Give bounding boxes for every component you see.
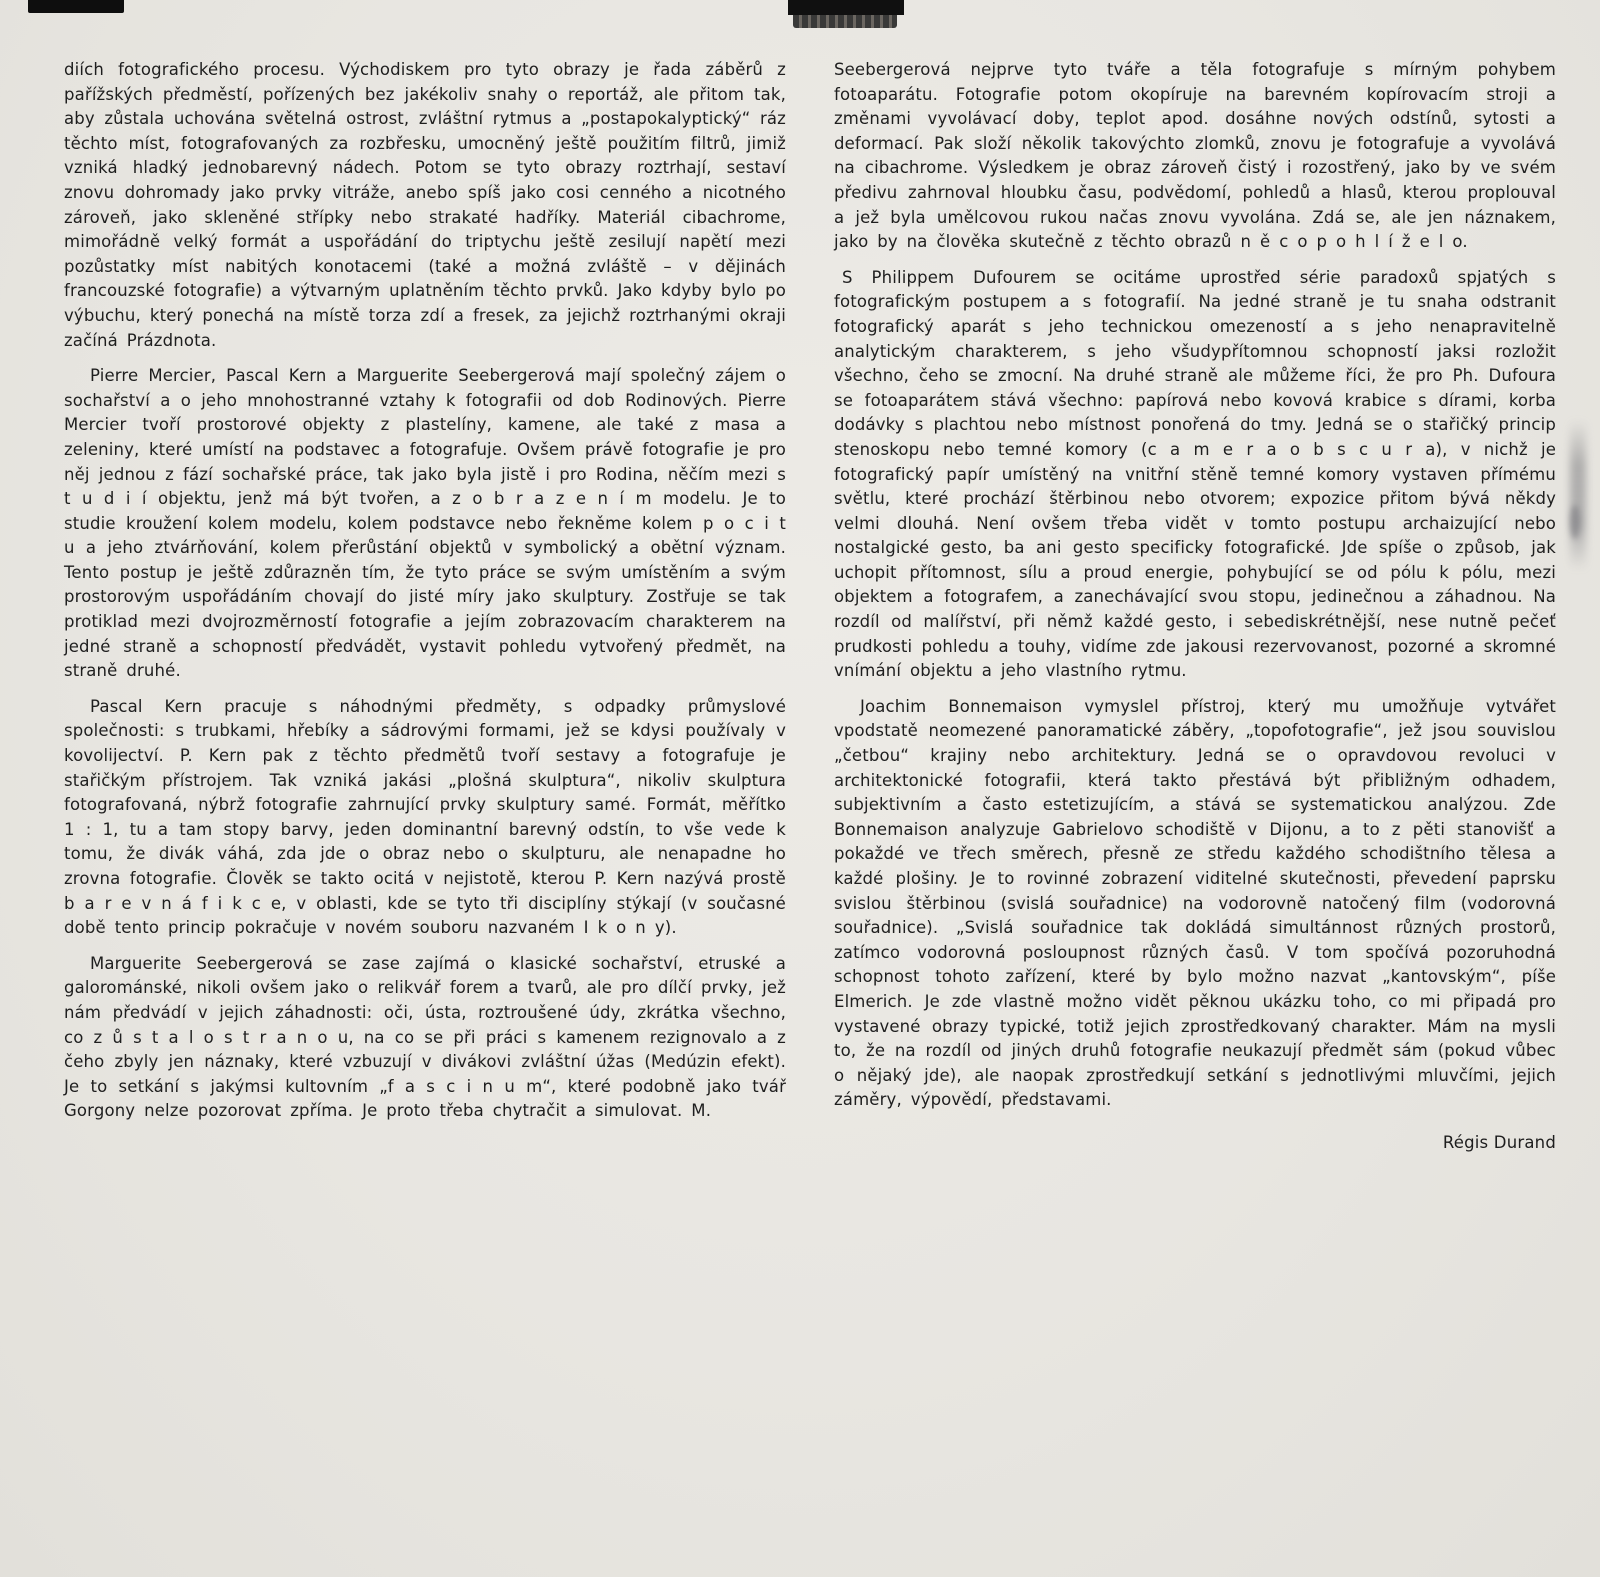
paragraph-mercier-kern-seeberger: Pierre Mercier, Pascal Kern a Marguerite Seebergerová mají společný zájem o sochařství a o jeho mnohostranné vztahy k fotografii od dob Rodinových. Pierre Mercier tvoří prostorové objekty z plastelíny, kamene, ale také z masa a zeleniny, které umístí na podstavec a fotografuje. Ovšem právě fotografie je pro něj jednou z fází sochařské práce, tak jako byla jistě i pro Rodina, něčím mezi s t u d i í objektu, jenž má být tvořen, a z o b r a z e n í m modelu. Je to studie kroužení kolem modelu, kolem podstavce nebo řekněme kolem p o c i t u a jeho ztvárňování, kolem přerůstání objektů v symbolický a obětní význam. Tento postup je ještě zdůrazněn tím, že tyto práce se svým umístěním a svým prostorovým uspořádáním chovají do jisté míry jako skulptury. Zostřuje se tak protiklad mezi dvojrozměrností fotografie a jejím zobrazovacím charakterem na jedné straně a schopností předvádět, vystavit pohledu vytvořený předmět, na straně druhé.: [64, 366, 786, 681]
paragraph-pascal-kern: Pascal Kern pracuje s náhodnými předměty, s odpadky průmyslové společnosti: s trubkami, hřebíky a sádrovými formami, jež se kdysi používaly v kovolijectví. P. Kern pak z těchto předmětů tvoří sestavy a fotografuje je stařičkým přístrojem. Tak vzniká jakási „plošná skulptura“, nikoliv skulptura fotografovaná, nýbrž fotografie zahrnující prvky skulptury samé. Formát, měřítko 1 : 1, tu a tam stopy barvy, jeden dominantní barevný odstín, to vše vede k tomu, že divák váhá, zda jde o obraz nebo o skulpturu, ale nenapadne ho zrovna fotografie. Člověk se takto ocitá v nejistotě, kterou P. Kern nazývá prostě b a r e v n á f i k c e, v oblasti, kde se tyto tři disciplíny stýkají (v současné době tento princip pokračuje v novém souboru nazvaném I k o n y).: [64, 696, 786, 938]
paragraph-seeberger-continuation: Seebergerová nejprve tyto tváře a těla fotografuje s mírným pohybem fotoaparátu. Fotografie potom okopíruje na barevném kopírovacím stroji a změnami vyvolávací doby, teplot apod. dosáhne nových odstínů, sytosti a deformací. Pak složí několik takovýchto zlomků, znovu je fotografuje a vyvolává na cibachrome. Výsledkem je obraz zároveň čistý i rozostřený, jako by ve svém předivu zahrnoval hloubku času, podvědomí, pohledů a hlasů, kterou proplouval a jež byla umělcovou rukou načas znovu vyvolána. Zdá se, ale jen náznakem, jako by na člověka skutečně z těchto obrazů n ě c o p o h l í ž e l o.: [834, 60, 1556, 252]
scan-artifact-top-middle-texture: [793, 15, 897, 28]
author-signature: Régis Durand: [1442, 1132, 1556, 1152]
paragraph-continuation: diích fotografického procesu. Východiskem pro tyto obrazy je řada záběrů z pařížských předměstí, pořízených bez jakékoliv snahy o reportáž, ale přitom tak, aby zůstala uchována světelná ostrost, zvláštní rytmus a „postapokalyptický“ ráz těchto míst, fotografovaných za rozbřesku, umocněný ještě použitím filtrů, jimiž vzniká hladký jednobarevný nádech. Potom se tyto obrazy roztrhají, sestaví znovu dohromady jako prvky vitráže, anebo spíš jako cosi cenného a nicotného zároveň, jako skleněné střípky nebo strakaté hadříky. Materiál cibachrome, mimořádně velký formát a uspořádání do triptychu ještě zesilují napětí mezi pozůstatky míst nabitých konotacemi (také a možná zvláště – v dějinách francouzské fotografie) a výtvarným uplatněním těchto prvků. Jako kdyby bylo po výbuchu, který ponechá na místě torza zdí a fresek, za jejichž roztrhanými okraji začíná Prázdnota.: [64, 60, 786, 350]
scan-artifact-top-left-bar: [28, 0, 124, 13]
paragraph-marguerite-seeberger: Marguerite Seebergerová se zase zajímá o klasické sochařství, etruské a galorománské, nikoli ovšem jako o relikvář forem a tvarů, ale pro dílčí prvky, jež nám předvádí v jejich záhadnosti: oči, ústa, roztroušené údy, zkrátka všechno, co z ů s t a l o s t r a n o u, na co se při práci s kamenem rezignovalo a z čeho zbyly jen náznaky, které vzbuzují v divákovi zvláštní úžas (Medúzin efekt). Je to setkání s jakýmsi kultovním „f a s c i n u m“, které podobně jako tvář Gorgony nelze pozorovat zpříma. Je proto třeba chytračit a simulovat. M.: [64, 953, 786, 1121]
text-columns: [64, 58, 1556, 1156]
right-column: [834, 58, 1556, 1156]
left-column: [64, 58, 786, 1156]
paragraph-philippe-dufour: S Philippem Dufourem se ocitáme uprostřed série paradoxů spjatých s fotografickým postupem a s fotografií. Na jedné straně je tu snaha odstranit fotografický aparát s jeho technickou omezeností a s jeho nenapravitelně analytickým charakterem, s jeho všudypřítomnou schopností jaksi rozložit všechno, čeho se zmocní. Na druhé straně ale můžeme říci, že pro Ph. Dufoura se fotoaparátem stává všechno: papírová nebo kovová krabice s dírami, korba dodávky s plachtou nebo místnost ponořená do tmy. Jedná se o stařičký princip stenoskopu nebo temné komory (c a m e r a o b s c u r a), v nichž je fotografický papír umístěný na vnitřní stěně temné komory vystaven přímému světlu, které prochází štěrbinou nebo otvorem; expozice přitom bývá někdy velmi dlouhá. Není ovšem třeba vidět v tomto postupu archaizující nebo nostalgické gesto, ba ani gesto specificky fotografické. Jde spíše o způsob, jak uchopit přítomnost, sílu a proud energie, pohybující se od pólu k pólu, mezi objektem a fotografem, a zanechávající svou stopu, jedinečnou a záhadnou. Na rozdíl od malířství, při němž každé gesto, i sebediskrétnější, nese nutně pečeť prudkosti pohledu a touhy, vidíme zde jakousi rezervovanost, pozorné a skromné vnímání objektu a jeho vlastního rytmu.: [834, 267, 1556, 681]
scan-artifact-right-edge-spot: [1570, 505, 1580, 539]
scan-artifact-top-middle-bar: [788, 0, 904, 15]
paragraph-joachim-bonnemaison: Joachim Bonnemaison vymyslel přístroj, který mu umožňuje vytvářet vpodstatě neomezené panoramatické záběry, „topofotografie“, jež jsou souvislou „četbou“ krajiny nebo architektury. Jedná se o opravdovou revoluci v architektonické fotografii, která takto přestává být přibližným odhadem, subjektivním a často estetizujícím, a stává se systematickou analýzou. Zde Bonnemaison analyzuje Gabrielovo schodiště v Dijonu, a to z pěti stanovišť a pokaždé ve třech směrech, přesně ze středu každého schodištního tělesa a každé plošiny. Je to rovinné zobrazení viditelné skutečnosti, převedení paprsku svislou štěrbinou (svislá souřadnice) na vodorovně natočený film (vodorovná souřadnice). „Svislá souřadnice tak dokládá simultánnost různých prostorů, zatímco vodorovná posloupnost různých časů. V tom spočívá pozoruhodná schopnost tohoto zařízení, které by bylo možno nazvat „kantovským“, píše Elmerich. Je zde vlastně možno vidět pěknou ukázku toho, co mi připadá pro vystavené obrazy typické, totiž jejich zprostředkovaný charakter. Mám na mysli to, že na rozdíl od jiných druhů fotografie neukazují předmět sám (pokud vůbec o nějaký jde), ale naopak zprostředkují setkání s jednotlivými mluvčími, jejich záměry, výpovědí, představami.: [834, 696, 1556, 1110]
scan-artifact-right-edge-smudge: [1570, 420, 1586, 570]
